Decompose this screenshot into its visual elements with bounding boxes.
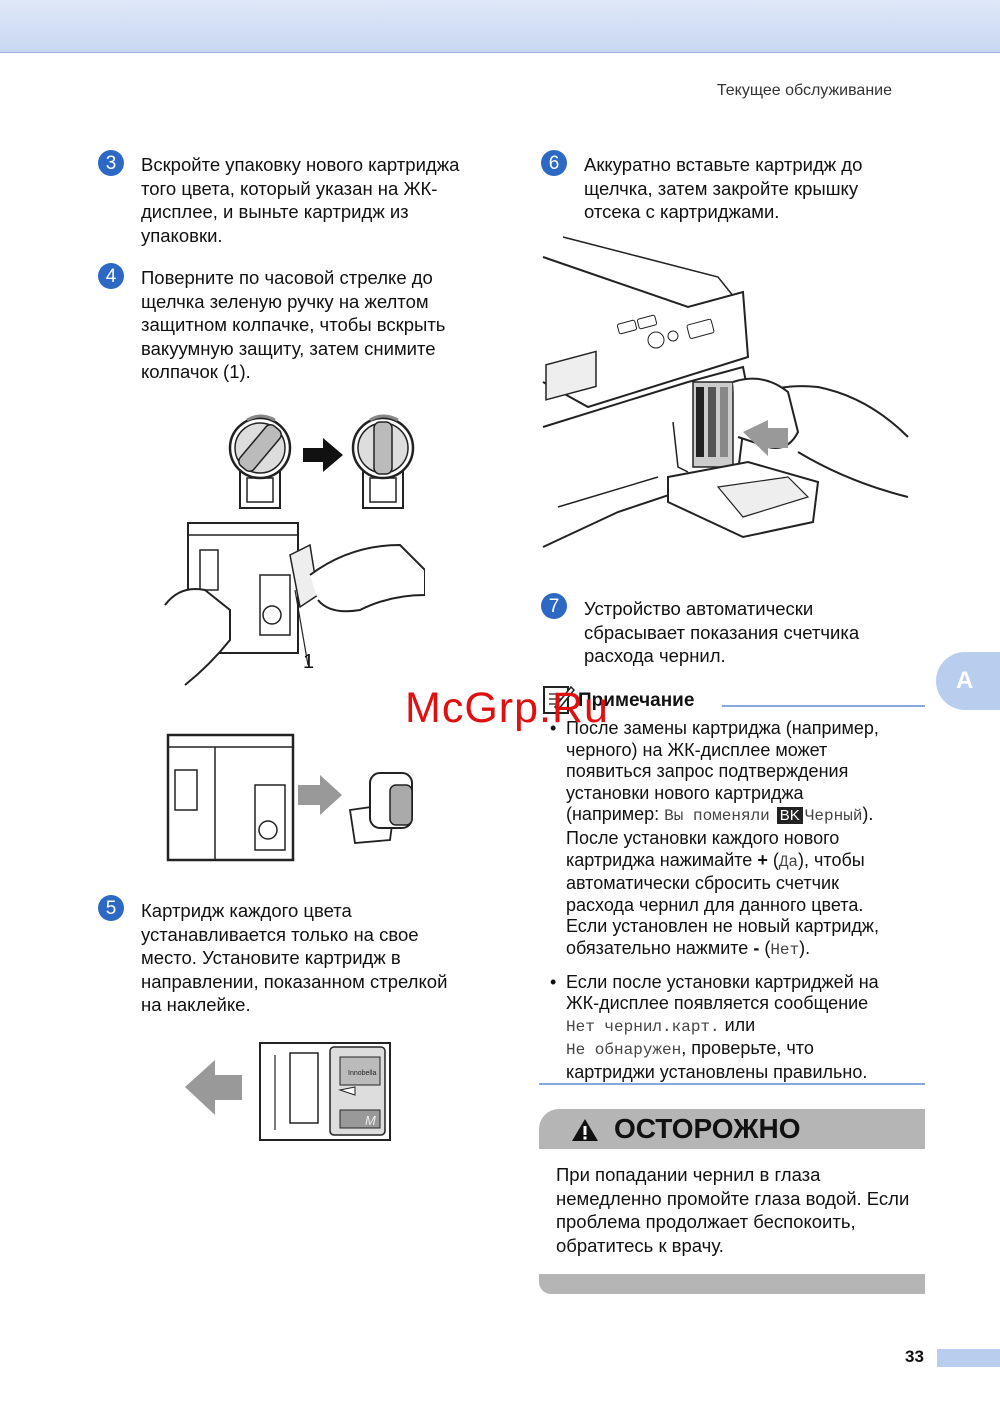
step-number: 3 xyxy=(98,150,124,176)
note-body xyxy=(548,718,928,1094)
lcd-message: Нет xyxy=(770,940,800,959)
note-text: ). xyxy=(799,937,811,958)
step-text: Поверните по часовой стрелке до щелчка зеленую ручку на желтом защитном колпачке, чтобы вскрыть вакуумную защиту, затем снимите колпачок (1). xyxy=(141,267,446,382)
note-item-2 xyxy=(548,972,928,1084)
lcd-message: Нет чернил.карт. xyxy=(566,1017,720,1036)
arrow-right-icon xyxy=(303,438,343,472)
note-text: ). После установки каждого нового картриджа нажимайте xyxy=(566,804,874,870)
cap-rotation-illustration xyxy=(225,400,420,515)
chapter-tab: A xyxy=(936,652,1000,710)
lcd-message: Вы поменяли xyxy=(664,807,770,826)
watermark: McGrp.Ru xyxy=(405,684,609,732)
top-header-band xyxy=(0,0,1000,53)
note-title: Примечание xyxy=(578,690,695,711)
section-title: Текущее обслуживание xyxy=(716,82,892,99)
minus-key: - xyxy=(753,937,760,958)
step-number: 7 xyxy=(541,593,567,619)
note-text: ), чтобы автоматически сбросить счетчик расхода чернил для данного цвета. Если установлен не новый картридж, обязательно нажмите xyxy=(566,849,879,958)
caution-title: ОСТОРОЖНО xyxy=(614,1113,801,1144)
page-number: 33 xyxy=(905,1347,924,1366)
note-text: , проверьте, что картриджи установлены правильно. xyxy=(566,1038,868,1082)
note-item-1 xyxy=(548,718,928,962)
cartridge-cap-removed-illustration xyxy=(160,725,425,870)
arrow-right-icon xyxy=(298,775,342,815)
cartridge-direction-illustration xyxy=(180,1035,400,1150)
cap-removal-hands-illustration xyxy=(160,515,425,695)
plus-key: + xyxy=(757,849,768,870)
color-badge: BK xyxy=(777,807,803,824)
caution-text: При попадании чернил в глаза немедленно промойте глаза водой. Если проблема продолжает беспокоить, обратитесь к врачу. xyxy=(556,1164,910,1256)
step-text: Картридж каждого цвета устанавливается только на свое место. Установите картридж в направлении, показанном стрелкой на наклейке. xyxy=(141,900,448,1015)
step-number: 5 xyxy=(98,895,124,921)
page-number-bar xyxy=(937,1349,1000,1367)
step-number: 4 xyxy=(98,263,124,289)
cap-before-icon xyxy=(230,416,290,508)
note-text: ( xyxy=(759,937,771,958)
note-bottom-divider xyxy=(539,1083,925,1085)
label-brand: Innobella xyxy=(348,1070,377,1077)
warning-triangle-icon xyxy=(570,1117,600,1143)
step-number: 6 xyxy=(541,150,567,176)
note-divider xyxy=(722,705,925,707)
callout-number: 1 xyxy=(303,651,315,673)
lcd-message: Черный xyxy=(804,807,863,826)
cap-after-icon xyxy=(353,416,413,508)
lcd-message: Да xyxy=(778,852,799,871)
lcd-message: Не обнаружен xyxy=(566,1041,682,1060)
printer-cartridge-insertion-illustration xyxy=(538,232,910,567)
caution-footer-bar xyxy=(539,1274,925,1294)
note-text: ( xyxy=(767,849,779,870)
note-text: Если после установки картриджей на ЖК-дисплее появляется сообщение xyxy=(566,971,879,1014)
arrow-left-icon xyxy=(185,1060,242,1115)
step-text: Аккуратно вставьте картридж до щелчка, затем закройте крышку отсека с картриджами. xyxy=(584,154,863,222)
label-color: M xyxy=(365,1113,376,1128)
note-text: или xyxy=(724,1014,756,1035)
step-text: Устройство автоматически сбрасывает показания счетчика расхода чернил. xyxy=(584,598,860,666)
step-text: Вскройте упаковку нового картриджа того цвета, который указан на ЖК- дисплее, и выньте картридж из упаковки. xyxy=(141,154,460,246)
note-text: После замены картриджа (например, черного) на ЖК-дисплее может появиться запрос подтверждения установки нового картриджа (например: xyxy=(566,718,879,825)
